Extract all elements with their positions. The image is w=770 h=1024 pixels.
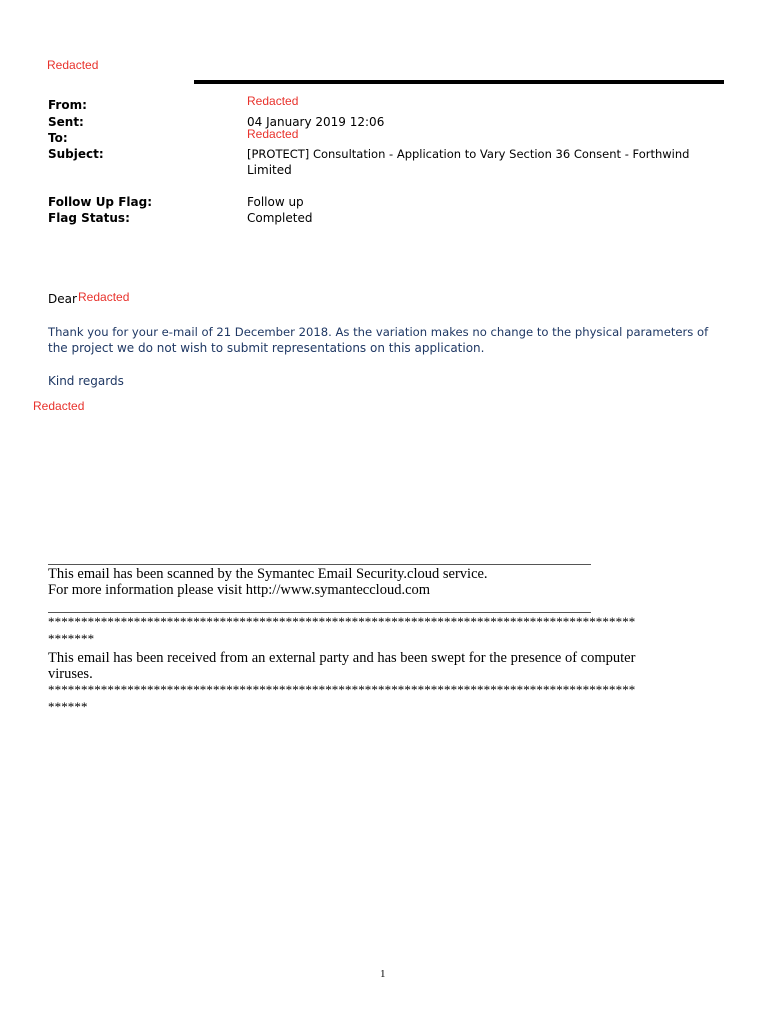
external-notice-line1: This email has been received from an external party and has been swept for the presence of computer (48, 650, 636, 666)
subject-value-line2: Limited (247, 163, 292, 177)
flag-status-label: Flag Status: (48, 211, 130, 225)
followup-flag-value: Follow up (247, 195, 304, 209)
signature: Redacted (33, 399, 85, 413)
sent-label: Sent: (48, 115, 84, 129)
to-value: Redacted (247, 127, 299, 141)
header-divider (194, 80, 724, 84)
asterisk-line-2a: ***************************************************************************************** (48, 682, 636, 697)
greeting-name: Redacted (78, 290, 130, 304)
flag-status-value: Completed (247, 211, 313, 225)
footer-rule-bottom (48, 612, 591, 613)
footer-rule-top (48, 564, 591, 565)
subject-value-line1: [PROTECT] Consultation - Application to Vary Section 36 Consent - Forthwind (247, 147, 690, 161)
external-notice-line2: viruses. (48, 666, 93, 682)
subject-label: Subject: (48, 147, 104, 161)
body-paragraph-line2: the project we do not wish to submit representations on this application. (48, 341, 485, 355)
top-redaction: Redacted (47, 58, 99, 72)
asterisk-line-2b: ****** (48, 699, 88, 714)
to-label: To: (48, 131, 68, 145)
asterisk-line-1a: ***************************************************************************************** (48, 614, 636, 629)
followup-flag-label: Follow Up Flag: (48, 195, 152, 209)
greeting: Dear (48, 292, 77, 306)
from-value: Redacted (247, 94, 299, 108)
scan-notice-line2: For more information please visit http://www.symanteccloud.com (48, 582, 431, 598)
scan-notice-line1: This email has been scanned by the Symantec Email Security.cloud service. (48, 566, 488, 582)
page-number: 1 (380, 968, 386, 980)
body-paragraph-line1: Thank you for your e-mail of 21 December 2018. As the variation makes no change to the physical parameters of (48, 325, 709, 339)
from-label: From: (48, 98, 87, 112)
closing: Kind regards (48, 374, 124, 388)
sent-value: 04 January 2019 12:06 (247, 115, 385, 129)
asterisk-line-1b: ******* (48, 631, 95, 646)
